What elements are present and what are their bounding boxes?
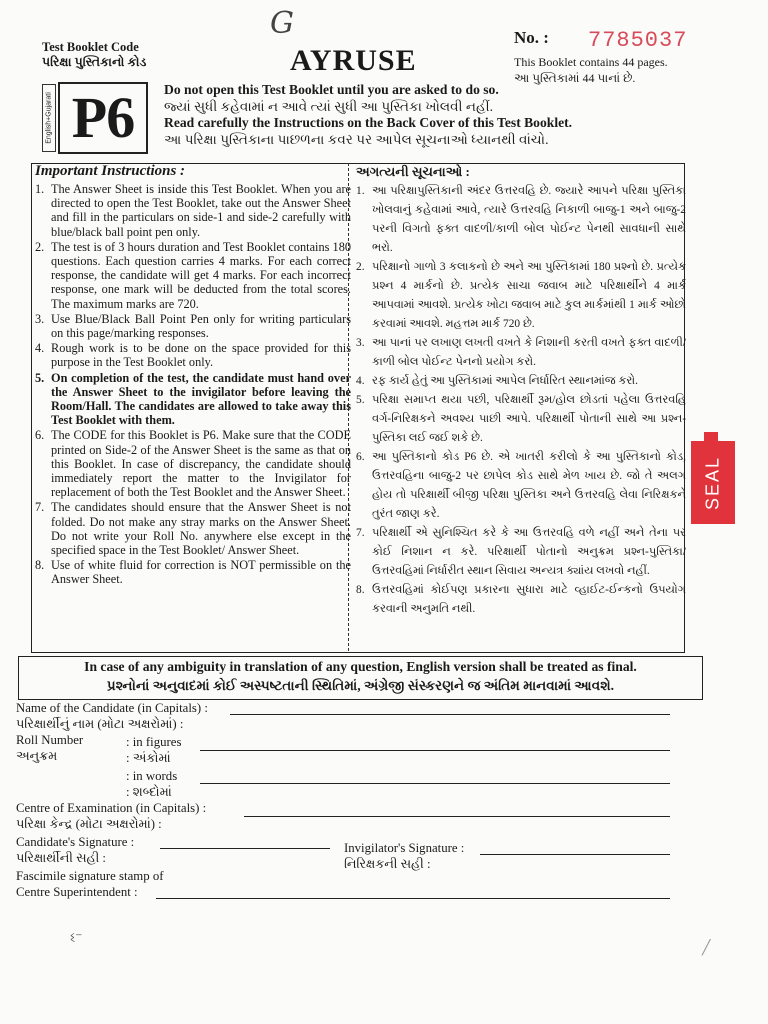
instruction-item: 8. ઉત્તરવહિમાં કોઈપણ પ્રકારના સુધારા માટે વ્હાઈટ-ઈન્કનો ઉપયોગ કરવાની અનુમતિ નથી.	[356, 584, 686, 615]
in-figures-label: : in figures	[126, 735, 182, 749]
instruction-item: 4. રફ કાર્ય હેતું આ પુસ્તિકામાં આપેલ નિર્ધારિત સ્થાનમાંજ કરો.	[356, 375, 639, 387]
instructions-heading-gu: અગત્યની સૂચનાઓ :	[356, 164, 470, 179]
instruction-item: 4. Rough work is to be done on the space provided for this purpose in the Test Booklet only.	[35, 341, 351, 370]
ambiguity-notice-gu: પ્રશ્નોનાં અનુવાદમાં કોઈ અસ્પષ્ટતાની સ્થિતિમાં, અંગ્રેજી સંસ્કરણને જ અંતિમ માનવામાં આવશે.	[106, 678, 615, 693]
centre-field[interactable]	[244, 816, 670, 817]
seal-label: SEAL	[702, 455, 723, 510]
page-title: AYRUSE	[290, 44, 417, 77]
centre-label: Centre of Examination (in Capitals) :	[16, 801, 207, 815]
seal-sticker[interactable]	[691, 441, 735, 524]
roll-number-words-field[interactable]	[200, 783, 670, 784]
warning-line: Do not open this Test Booklet until you are asked to do so.	[164, 82, 499, 97]
facsimile-label-line1: Fascimile signature stamp of	[16, 869, 164, 883]
candidate-name-label-gu: પરિક્ષાર્થીનું નામ (મોટા અક્ષરોમાં) :	[16, 717, 184, 731]
warning-line: જ્યાં સુધી કહેવામાં ન આવે ત્યાં સુધી આ પુસ્તિકા ખોલવી નહીં.	[164, 98, 494, 114]
instruction-item: 3. Use Blue/Black Ball Point Pen only for writing particulars on this page/marking responses.	[35, 311, 351, 341]
booklet-code-label	[42, 40, 146, 70]
instruction-item: 5. પરિક્ષા સમાપ્ત થયા પછી, પરિક્ષાર્થી રૂમ/હોલ છોડતાં પહેલા ઉત્તરવહિ વર્ગ-નિરિક્ષકને અવશ્ય પાછી આપે. પરિક્ષાર્થી પોતાની સાથે આ પ્રશ્ન-પુસ્તિકા લઈ જઈ શકે છે.	[356, 394, 686, 444]
stray-mark: ଽ⁻	[70, 931, 83, 946]
warning-line: આ પરિક્ષા પુસ્તિકાના પાછળના કવર પર આપેલ સૂચનાઓ ધ્યાનથી વાંચો.	[164, 131, 549, 147]
roll-number-figures-field[interactable]	[200, 750, 670, 751]
in-words-label-gu: : શબ્દોમાં	[126, 785, 172, 799]
instruction-item: 5. On completion of the test, the candidate must hand over the Answer Sheet to the invigilator before leaving the Room/Hall. The candidates are allowed to take away this Test Booklet with them.	[35, 370, 351, 428]
candidate-signature-label-gu: પરિક્ષાર્થીની સહી :	[16, 851, 106, 865]
instructions-heading-en: Important Instructions :	[35, 163, 186, 179]
serial-number-label: No. :	[514, 28, 549, 47]
ambiguity-notice	[18, 656, 703, 700]
superintendent-signature-field[interactable]	[156, 898, 670, 899]
language-side-label: English+Gujarati	[42, 84, 56, 152]
instruction-item: 6. આ પુસ્તિકાનો કોડ P6 છે. એ ખાતરી કરીલો કે આ પુસ્તિકાનો કોડ, ઉત્તરવહિના બાજુ-2 પર છાપેલ કોડ સાથે મેળ ખાય છે. જો તે અલગ હોય તો પરિક્ષાર્થી બીજી પરિક્ષા પુસ્તિકા અને ઉત્તરવહિ લેવા નિરિક્ષકને તુરંત જાણ કરે.	[356, 451, 686, 520]
candidate-name-label: Name of the Candidate (in Capitals) :	[16, 701, 208, 715]
booklet-code-block	[42, 82, 146, 154]
page-count-en: This Booklet contains 44 pages.	[514, 55, 668, 69]
candidate-name-field[interactable]	[230, 714, 670, 715]
ambiguity-notice-en: In case of any ambiguity in translation of any question, English version shall be treated as final.	[84, 659, 637, 674]
candidate-signature-label: Candidate's Signature :	[16, 835, 135, 849]
booklet-code: P6	[58, 82, 148, 154]
instructions-english	[31, 163, 355, 588]
page-count-gu: આ પુસ્તિકામાં 44 પાનાં છે.	[514, 71, 636, 85]
instruction-item: 1. આ પરિક્ષાપુસ્તિકાની અંદર ઉત્તરવહિ છે. જ્યારે આપને પરિક્ષા પુસ્તિકા ખોલવાનું કહેવામાં આવે, ત્યારે ઉત્તરવહિ નિકાળી બાજુ-1 અને બાજુ-2 પરની વિગતો ફક્ત વાદળી/કાળી બોલ પોઈન્ટ પેનથી સાવધાની સાથે ભરો.	[356, 185, 686, 254]
centre-label-gu: પરિક્ષા કેન્દ્ર (મોટા અક્ષરોમાં) :	[16, 817, 162, 831]
invigilator-signature-field[interactable]	[480, 854, 670, 855]
warning-line: Read carefully the Instructions on the Back Cover of this Test Booklet.	[164, 115, 573, 130]
roll-number-label-gu: અનુક્રમ	[16, 749, 58, 763]
instruction-item: 6. The CODE for this Booklet is P6. Make sure that the CODE printed on Side-2 of the Answer Sheet is the same as that on this Booklet. In case of discrepancy, the candidate should immediately report the matter to the Invigilator for replacement of both the Test Booklet and the Answer Sheet.	[35, 428, 351, 500]
facsimile-label-line2: Centre Superintendent :	[16, 885, 138, 899]
roll-number-label: Roll Number	[16, 733, 84, 747]
instruction-item: 1. The Answer Sheet is inside this Test Booklet. When you are directed to open the Test Booklet, take out the Answer Sheet and fill in the particulars on side-1 and side-2 carefully with blue/black ball point pen only.	[35, 182, 351, 239]
instruction-item: 7. પરિક્ષાર્થી એ સુનિશ્ચિત કરે કે આ ઉત્તરવહિ વળે નહીં અને તેના પર કોઈ નિશાન ન કરે. પરિક્ષાર્થી પોતાનો અનુક્રમ પ્રશ્ન-પુસ્તિકા/ઉત્તરવહિમાં નિર્ધારીત સ્થાન સિવાય અન્યત્ર ક્યાંય લખવો નહીં.	[356, 527, 686, 577]
instruction-item: 8. Use of white fluid for correction is NOT permissible on the Answer Sheet.	[35, 558, 351, 587]
booklet-code-label-gu: પરિક્ષા પુસ્તિકાનો કોડ	[42, 55, 147, 69]
candidate-signature-field[interactable]	[160, 848, 330, 849]
invigilator-signature-label-gu: નિરિક્ષકની સહી :	[344, 857, 431, 871]
instruction-item: 2. પરિક્ષાનો ગાળો 3 કલાકનો છે અને આ પુસ્તિકામાં 180 પ્રશ્નો છે. પ્રત્યેક પ્રશ્ન 4 માર્કનો છે. પ્રત્યેક સાચા જવાબ માટે પરિક્ષાર્થીને 4 માર્ક આપવામાં આવશે. પ્રત્યેક ખોટા જવાબ માટે કુલ માર્કમાંથી 1 માર્ક ઓછો કરવામાં આવશે. મહત્તમ માર્ક 720 છે.	[356, 261, 686, 330]
instruction-item: 2. The test is of 3 hours duration and Test Booklet contains 180 questions. Each question carries 4 marks. For each correct response, the candidate will get 4 marks. For each incorrect response, one mark will be deducted from the total scores. The maximum marks are 720.	[35, 239, 351, 311]
invigilator-signature-label: Invigilator's Signature :	[344, 841, 465, 855]
booklet-code-label-en: Test Booklet Code	[42, 40, 139, 54]
instructions-gujarati	[350, 163, 690, 619]
instruction-item: 3. આ પાનાં પર લખાણ લખતી વખતે કે નિશાની કરતી વખતે ફક્ત વાદળી/કાળી બોલ પોઈન્ટ પેનનો પ્રયોગ કરો.	[356, 337, 686, 368]
in-figures-label-gu: : અંકોમાં	[126, 751, 171, 765]
in-words-label: : in words	[126, 769, 178, 783]
opening-warnings	[164, 82, 664, 148]
handwritten-scribble: G	[270, 6, 294, 41]
serial-number: 7785037	[588, 28, 688, 53]
instruction-item: 7. The candidates should ensure that the Answer Sheet is not folded. Do not make any stray marks on the Answer Sheet. Do not write your Roll No. anywhere else except in the specified space in the Test Booklet/ Answer Sheet.	[35, 500, 351, 558]
corner-mark: ╱	[702, 941, 711, 956]
